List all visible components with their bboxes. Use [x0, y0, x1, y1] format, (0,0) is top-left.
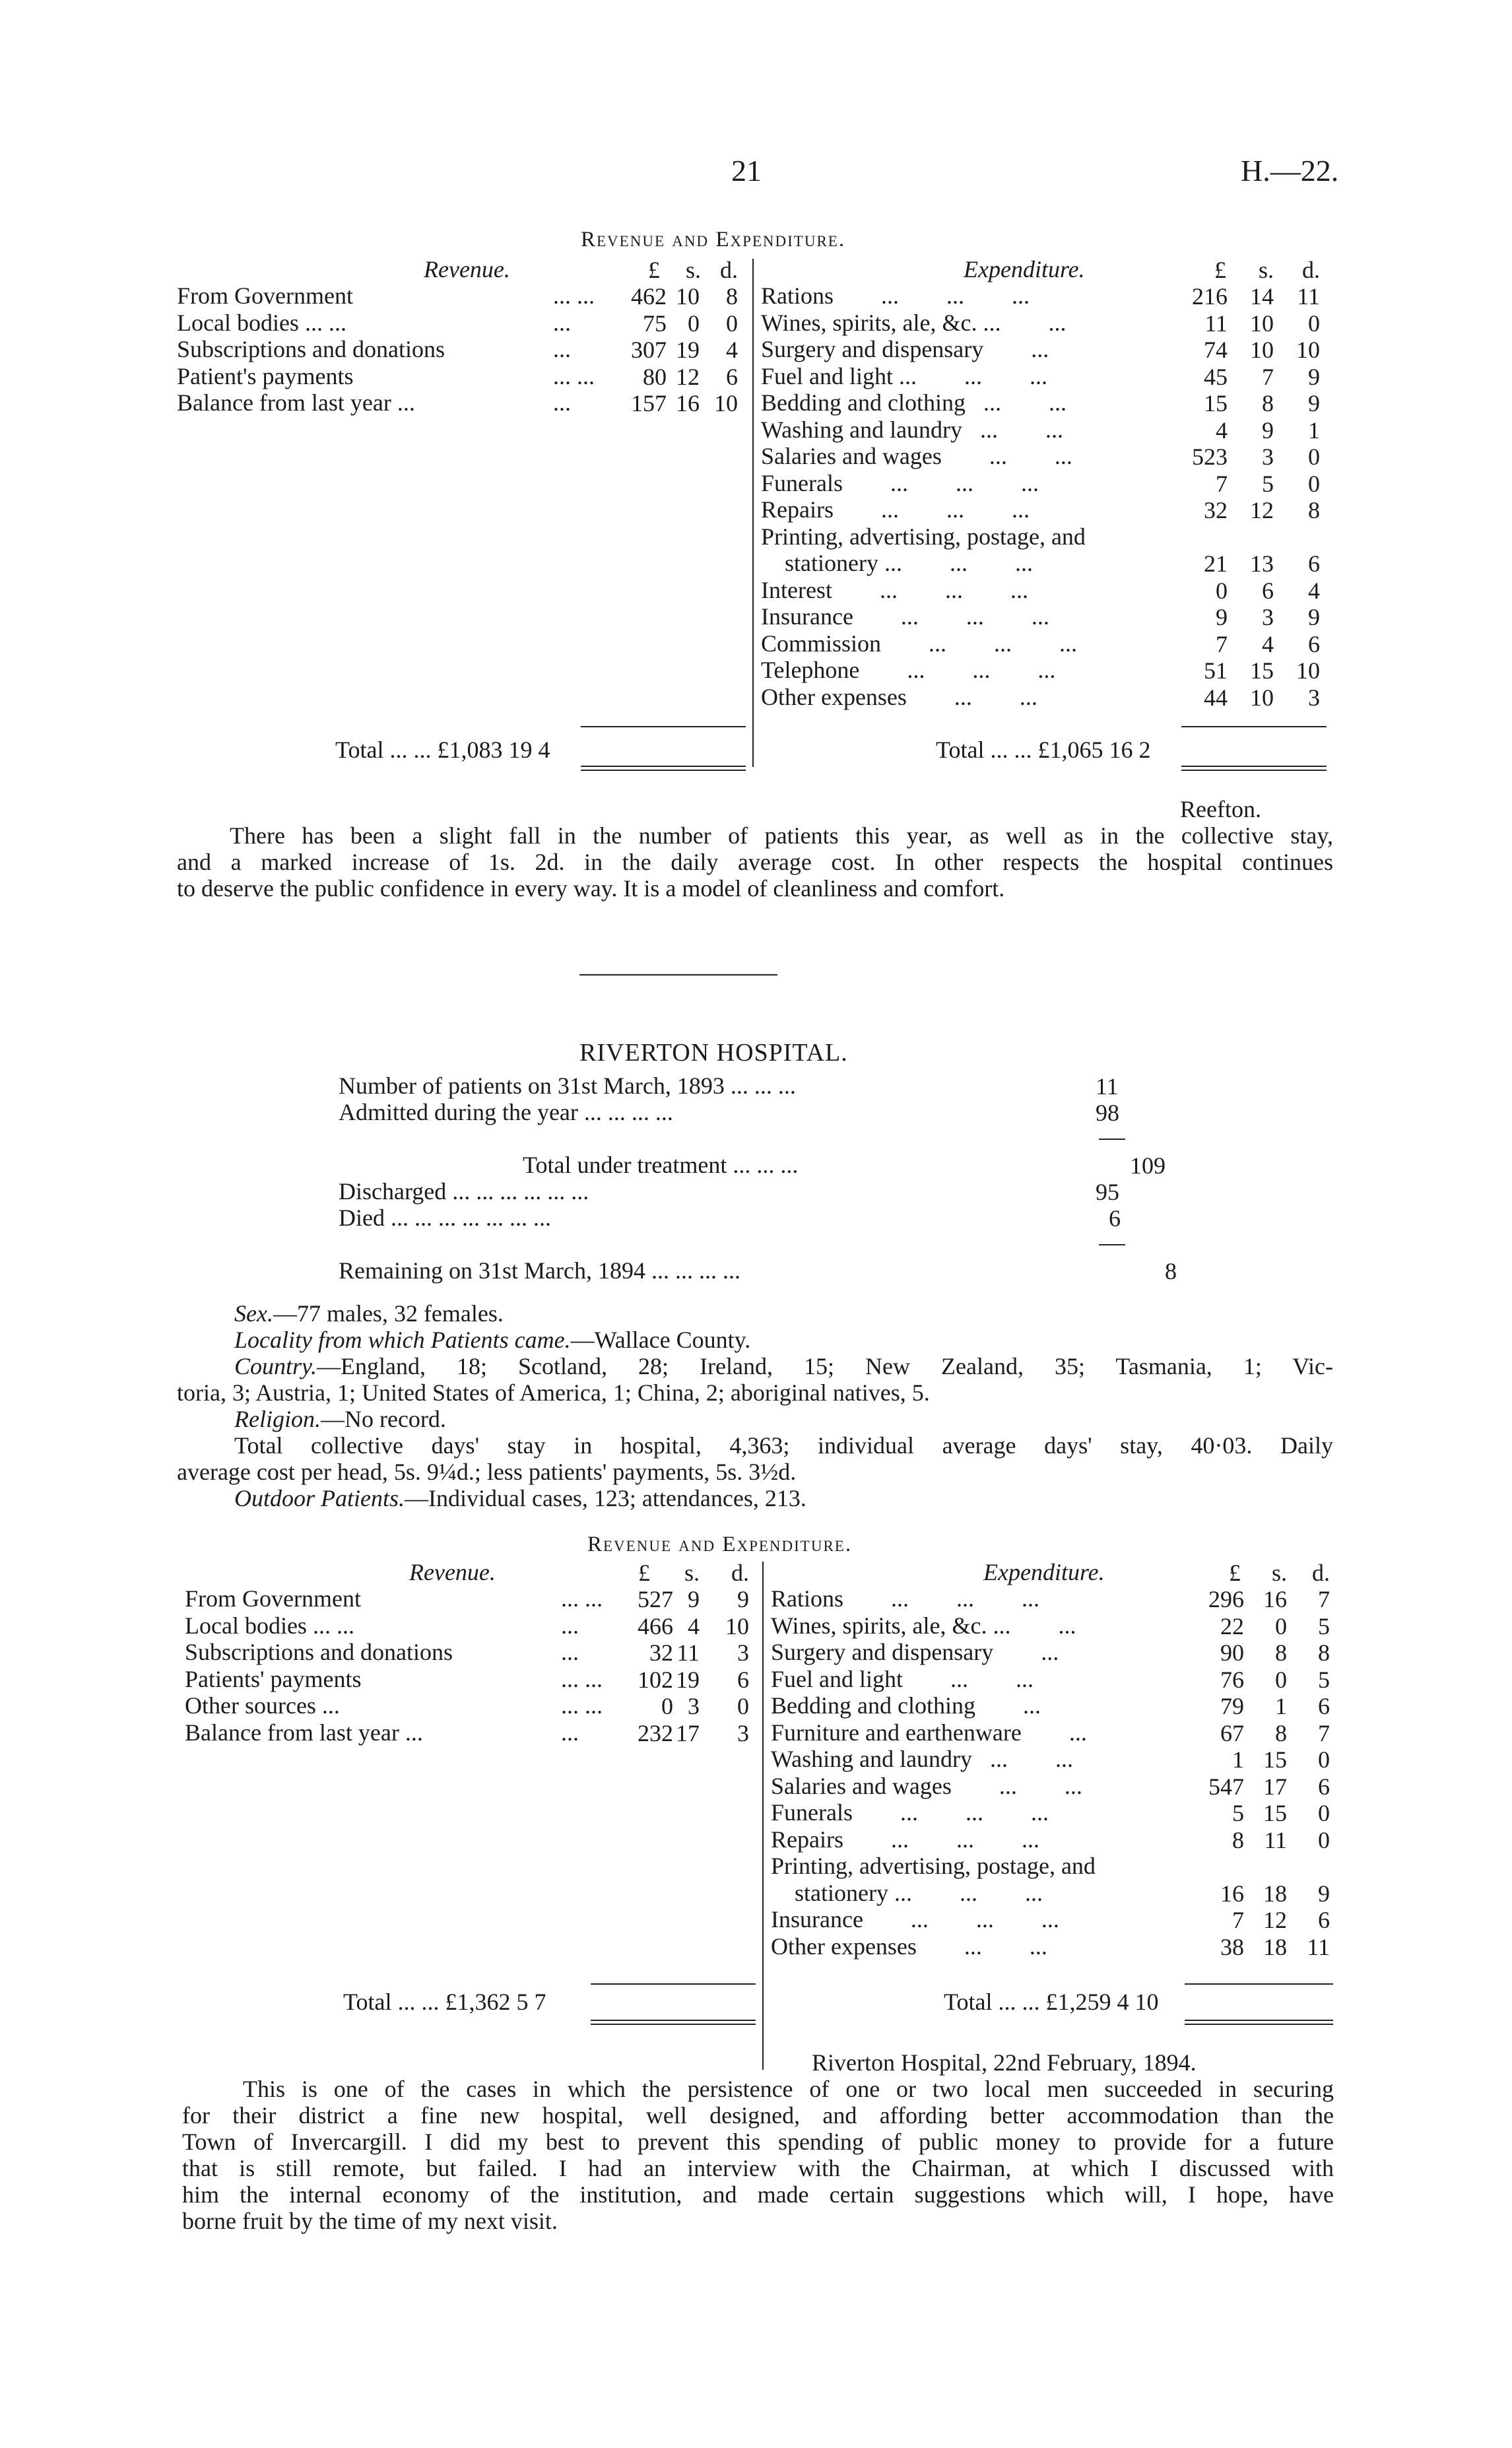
- expenditure-row-pounds: 44: [1204, 684, 1228, 711]
- revenue-row-shillings: 9: [688, 1586, 700, 1612]
- revenue-row-pounds: 466: [638, 1612, 673, 1639]
- expenditure-row-pounds: 15: [1204, 390, 1228, 416]
- expenditure-row-label: Bedding and clothing ...: [771, 1692, 1041, 1719]
- expenditure-row-shillings: 8: [1262, 390, 1274, 416]
- expenditure-row-pounds: 21: [1204, 550, 1228, 577]
- currency-header-pounds: £: [648, 257, 660, 283]
- revenue-row-pounds: 157: [631, 390, 667, 416]
- expenditure-row-shillings: 17: [1263, 1773, 1287, 1800]
- section-heading: Revenue and Expenditure.: [581, 228, 846, 251]
- riverton-paragraph-line: Town of Invercargill. I did my best to prevent this spending of public money to provide for a future: [182, 2129, 1334, 2155]
- revenue-row-label: Balance from last year ...: [185, 1719, 423, 1746]
- expenditure-row-pence: 1: [1308, 416, 1320, 444]
- expenditure-row-label: Other expenses ... ...: [771, 1933, 1047, 1960]
- note-religion-text: —No record.: [320, 1406, 446, 1432]
- riverton-exp-currency-shillings: s.: [1271, 1560, 1287, 1586]
- revenue-row-pence: 10: [725, 1612, 749, 1639]
- expenditure-row-label: Telephone ... ... ...: [761, 657, 1056, 683]
- expenditure-row-label: Insurance ... ... ...: [761, 603, 1049, 630]
- currency-header-shillings: s.: [685, 257, 701, 283]
- expenditure-row-shillings: 10: [1250, 684, 1274, 711]
- expenditure-row-pounds: 32: [1204, 497, 1228, 523]
- expenditure-row-shillings: 10: [1250, 337, 1274, 363]
- section-separator: [579, 974, 777, 976]
- note-country-line: [177, 1353, 1333, 1379]
- revenue-row-dots: ...: [553, 389, 571, 416]
- expenditure-row-pounds: 11: [1204, 310, 1228, 337]
- stat-died-value: 6: [1109, 1205, 1121, 1232]
- revenue-row-pounds: 462: [631, 283, 667, 310]
- expenditure-row-label: Commission ... ... ...: [761, 630, 1078, 657]
- note-outdoor: [234, 1485, 806, 1511]
- stat-admitted: Admitted during the year ... ... ... ...: [339, 1099, 673, 1125]
- expenditure-row-pence: 3: [1308, 684, 1320, 711]
- expenditure-row-pounds: 51: [1204, 657, 1228, 684]
- column-divider: [752, 259, 754, 767]
- expenditure-row-pence: 8: [1318, 1639, 1330, 1666]
- expenditure-row-pence: 11: [1307, 1933, 1330, 1960]
- stat-rule: [1099, 1139, 1125, 1140]
- expenditure-row-shillings: 3: [1262, 444, 1274, 470]
- expenditure-row-pence: 6: [1318, 1773, 1330, 1800]
- revenue-row-pence: 0: [737, 1693, 749, 1719]
- expenditure-row-shillings: 0: [1275, 1612, 1287, 1639]
- reefton-paragraph: [177, 822, 1333, 902]
- expenditure-row-pence: 6: [1318, 1693, 1330, 1719]
- expenditure-total-rule: [1181, 726, 1327, 727]
- expenditure-row-pence: 8: [1308, 497, 1320, 523]
- expenditure-row-pence: 10: [1296, 337, 1320, 363]
- revenue-row-pence: 6: [737, 1666, 749, 1693]
- revenue-row-pence: 10: [714, 390, 738, 416]
- revenue-row-dots: ... ...: [561, 1585, 603, 1612]
- note-collective-stay: [177, 1432, 1333, 1485]
- expenditure-row-pence: 0: [1318, 1746, 1330, 1773]
- expenditure-row-pence: 6: [1308, 550, 1320, 577]
- note-country-text-1: —England, 18; Scotland, 28; Ireland, 15; New Zealand, 35; Tasmania, 1; Vic-: [317, 1353, 1333, 1379]
- revenue-total-rule: [581, 726, 746, 727]
- expenditure-row-shillings: 18: [1263, 1933, 1287, 1960]
- expenditure-row-shillings: 16: [1263, 1586, 1287, 1612]
- expenditure-row-shillings: 8: [1275, 1719, 1287, 1746]
- expenditure-row-pounds: 523: [1192, 444, 1228, 470]
- expenditure-row-pence: 6: [1308, 630, 1320, 657]
- expenditure-row-shillings: 15: [1250, 657, 1274, 684]
- note-outdoor-label: Outdoor Patients.: [234, 1485, 405, 1511]
- expenditure-row-pounds: 296: [1208, 1586, 1244, 1612]
- revenue-row-label: Subscriptions and donations: [185, 1639, 453, 1665]
- stat-total-under-treatment-value: 109: [1130, 1152, 1166, 1179]
- revenue-row-label: Subscriptions and donations: [177, 336, 445, 362]
- expenditure-row-label: Funerals ... ... ...: [761, 469, 1039, 496]
- expenditure-row-pounds: 7: [1216, 470, 1228, 497]
- stat-died: Died ... ... ... ... ... ... ...: [339, 1205, 551, 1231]
- expenditure-row-pence: 9: [1318, 1880, 1330, 1907]
- revenue-row-pounds: 80: [643, 363, 667, 390]
- stat-remaining-value: 8: [1165, 1258, 1177, 1284]
- exp-currency-header-pounds: £: [1214, 257, 1226, 283]
- expenditure-total: Total ... ... £1,065 16 2: [936, 737, 1151, 763]
- expenditure-row-label: Washing and laundry ... ...: [761, 416, 1064, 443]
- revenue-row-pounds: 32: [649, 1639, 673, 1666]
- expenditure-row-shillings: 1: [1275, 1693, 1287, 1719]
- expenditure-row-shillings: 0: [1275, 1666, 1287, 1693]
- expenditure-row-pence: 9: [1308, 390, 1320, 416]
- expenditure-row-pounds: 16: [1220, 1880, 1244, 1907]
- note-sex: [234, 1300, 504, 1327]
- revenue-row-shillings: 10: [676, 283, 700, 310]
- stat-discharged: Discharged ... ... ... ... ... ...: [339, 1178, 589, 1205]
- expenditure-row-shillings: 6: [1262, 577, 1274, 604]
- riverton-paragraph: [182, 2076, 1334, 2234]
- revenue-row-label: From Government: [177, 282, 353, 309]
- revenue-row-pence: 4: [726, 337, 738, 363]
- expenditure-row-pounds: 7: [1216, 630, 1228, 657]
- stat-remaining: Remaining on 31st March, 1894 ... ... ... ...: [339, 1257, 740, 1284]
- expenditure-row-shillings: 18: [1263, 1880, 1287, 1907]
- expenditure-row-pence: 7: [1318, 1586, 1330, 1612]
- expenditure-row-label: Interest ... ... ...: [761, 576, 1028, 603]
- expenditure-row-label: Wines, spirits, ale, &c. ... ...: [771, 1612, 1076, 1639]
- revenue-row-dots: ... ...: [553, 282, 595, 309]
- expenditure-row-pounds: 67: [1220, 1719, 1244, 1746]
- expenditure-row-pence: 5: [1318, 1666, 1330, 1693]
- riverton-paragraph-line: borne fruit by the time of my next visit.: [182, 2208, 558, 2234]
- expenditure-row-label: Repairs ... ... ...: [761, 496, 1030, 523]
- stat-admitted-value: 98: [1096, 1100, 1119, 1126]
- note-country-text-2: toria, 3; Austria, 1; United States of America, 1; China, 2; aboriginal natives, 5.: [177, 1379, 930, 1406]
- expenditure-row-pounds: 1: [1232, 1746, 1244, 1773]
- expenditure-row-pence: 7: [1318, 1719, 1330, 1746]
- revenue-row-pence: 6: [726, 363, 738, 390]
- place-reefton: Reefton.: [1180, 796, 1261, 822]
- revenue-row-pence: 0: [726, 310, 738, 337]
- expenditure-row-shillings: 12: [1250, 497, 1274, 523]
- revenue-row-pence: 9: [737, 1586, 749, 1612]
- expenditure-row-label: Rations ... ... ...: [761, 282, 1030, 309]
- riverton-expenditure-total: Total ... ... £1,259 4 10: [944, 1989, 1159, 2015]
- riverton-expenditure-column-label: Expenditure.: [983, 1559, 1105, 1585]
- revenue-column-label: Revenue.: [424, 256, 510, 282]
- expenditure-row-label: Fuel and light ... ... ...: [761, 362, 1047, 389]
- expenditure-row-pence: 11: [1297, 283, 1320, 310]
- expenditure-row-pounds: 74: [1204, 337, 1228, 363]
- riverton-paragraph-line: him the internal economy of the institution, and made certain suggestions which will, I hope, have: [182, 2181, 1334, 2208]
- riverton-revenue-total: Total ... ... £1,362 5 7: [343, 1989, 546, 2015]
- revenue-row-label: Patient's payments: [177, 362, 354, 389]
- revenue-row-pence: 8: [726, 283, 738, 310]
- note-country-label: Country.: [234, 1353, 317, 1379]
- revenue-row-pounds: 75: [643, 310, 667, 337]
- expenditure-row-pounds: 4: [1216, 416, 1228, 444]
- expenditure-row-label: stationery ... ... ...: [761, 550, 1033, 576]
- expenditure-row-label: Funerals ... ... ...: [771, 1799, 1049, 1826]
- page-number: 21: [731, 154, 762, 187]
- expenditure-row-label: Repairs ... ... ...: [771, 1826, 1039, 1853]
- expenditure-row-label: Fuel and light ... ...: [771, 1665, 1034, 1692]
- revenue-total-double-rule: [581, 766, 746, 771]
- riverton-revenue-total-rule: [591, 1983, 756, 1985]
- revenue-row-shillings: 0: [688, 310, 700, 337]
- riverton-paragraph-line: that is still remote, but failed. I had an interview with the Chairman, at which I discussed with: [182, 2155, 1334, 2181]
- expenditure-row-pence: 10: [1296, 657, 1320, 684]
- revenue-row-dots: ...: [561, 1612, 579, 1639]
- expenditure-row-pounds: 5: [1232, 1800, 1244, 1826]
- note-sex-text: —77 males, 32 females.: [273, 1300, 504, 1327]
- expenditure-row-shillings: 14: [1250, 283, 1274, 310]
- expenditure-row-pence: 0: [1318, 1826, 1330, 1853]
- revenue-total: Total ... ... £1,083 19 4: [335, 737, 550, 763]
- expenditure-row-shillings: 7: [1262, 363, 1274, 390]
- revenue-row-dots: ...: [561, 1719, 579, 1746]
- expenditure-row-label: Bedding and clothing ... ...: [761, 389, 1067, 416]
- riverton-column-divider: [762, 1562, 764, 2070]
- reefton-paragraph-line: to deserve the public confidence in every way. It is a model of cleanliness and comfort.: [177, 875, 1005, 902]
- expenditure-row-label: Washing and laundry ... ...: [771, 1746, 1074, 1772]
- expenditure-row-pence: 0: [1308, 310, 1320, 337]
- revenue-row-dots: ... ...: [561, 1692, 603, 1719]
- expenditure-row-pence: 9: [1308, 363, 1320, 390]
- expenditure-row-label: stationery ... ... ...: [771, 1879, 1043, 1906]
- revenue-row-shillings: 11: [676, 1639, 700, 1666]
- note-locality-text: —Wallace County.: [570, 1327, 751, 1353]
- expenditure-row-pounds: 9: [1216, 604, 1228, 630]
- revenue-row-dots: ...: [553, 309, 571, 336]
- riverton-expenditure-total-rule: [1185, 1983, 1333, 1985]
- revenue-row-shillings: 4: [688, 1612, 700, 1639]
- stat-rule-2: [1099, 1244, 1125, 1245]
- expenditure-row-pounds: 38: [1220, 1933, 1244, 1960]
- expenditure-row-label: Furniture and earthenware ...: [771, 1719, 1087, 1746]
- expenditure-row-pence: 0: [1318, 1800, 1330, 1826]
- stat-patients-start-value: 11: [1096, 1073, 1119, 1100]
- expenditure-row-label: Surgery and dispensary ...: [771, 1639, 1059, 1665]
- revenue-row-shillings: 19: [676, 1666, 700, 1693]
- expenditure-row-pounds: 76: [1220, 1666, 1244, 1693]
- exp-currency-header-pence: d.: [1302, 257, 1320, 283]
- revenue-row-shillings: 12: [676, 363, 700, 390]
- expenditure-row-label: Salaries and wages ... ...: [761, 443, 1072, 469]
- revenue-row-label: Balance from last year ...: [177, 389, 415, 416]
- expenditure-row-pounds: 7: [1232, 1907, 1244, 1933]
- expenditure-row-pounds: 90: [1220, 1639, 1244, 1666]
- expenditure-row-pence: 0: [1308, 444, 1320, 470]
- stat-patients-start: Number of patients on 31st March, 1893 ... ... ...: [339, 1073, 796, 1099]
- expenditure-row-shillings: 11: [1264, 1826, 1287, 1853]
- note-religion-label: Religion.: [234, 1406, 321, 1432]
- revenue-row-pence: 3: [737, 1639, 749, 1666]
- note-collective-line-2: average cost per head, 5s. 9¼d.; less patients' payments, 5s. 3½d.: [177, 1459, 797, 1485]
- revenue-row-pounds: 102: [638, 1666, 673, 1693]
- expenditure-row-shillings: 8: [1275, 1639, 1287, 1666]
- revenue-row-shillings: 17: [676, 1719, 700, 1746]
- expenditure-row-pounds: 45: [1204, 363, 1228, 390]
- expenditure-row-shillings: 5: [1262, 470, 1274, 497]
- riverton-section-heading: Revenue and Expenditure.: [587, 1533, 853, 1556]
- revenue-row-dots: ...: [553, 336, 571, 362]
- riverton-currency-pence: d.: [731, 1560, 749, 1586]
- note-religion: [234, 1406, 446, 1432]
- revenue-row-label: Patients' payments: [185, 1665, 362, 1692]
- expenditure-row-label: Printing, advertising, postage, and: [761, 523, 1086, 550]
- revenue-row-dots: ...: [561, 1639, 579, 1665]
- revenue-row-shillings: 19: [676, 337, 700, 363]
- note-sex-label: Sex.: [234, 1300, 273, 1327]
- currency-header-pence: d.: [720, 257, 738, 283]
- expenditure-row-pounds: 216: [1192, 283, 1228, 310]
- expenditure-row-pence: 6: [1318, 1907, 1330, 1933]
- expenditure-row-shillings: 3: [1262, 604, 1274, 630]
- revenue-row-shillings: 3: [688, 1693, 700, 1719]
- revenue-row-pence: 3: [737, 1719, 749, 1746]
- expenditure-row-shillings: 9: [1262, 416, 1274, 444]
- expenditure-row-pounds: 8: [1232, 1826, 1244, 1853]
- expenditure-row-label: Rations ... ... ...: [771, 1585, 1040, 1612]
- revenue-row-shillings: 16: [676, 390, 700, 416]
- place-riverton: Riverton Hospital, 22nd February, 1894.: [812, 2049, 1197, 2076]
- expenditure-row-shillings: 15: [1263, 1746, 1287, 1773]
- expenditure-row-shillings: 12: [1263, 1907, 1287, 1933]
- riverton-currency-pounds: £: [638, 1560, 650, 1586]
- revenue-row-label: Local bodies ... ...: [185, 1612, 354, 1639]
- note-collective-line-1: Total collective days' stay in hospital, 4,363; individual average days' stay, 40·03. Daily: [234, 1432, 1333, 1459]
- stat-discharged-value: 95: [1096, 1179, 1119, 1205]
- expenditure-row-pounds: 22: [1220, 1612, 1244, 1639]
- riverton-paragraph-line: This is one of the cases in which the persistence of one or two local men succeeded in securing: [243, 2076, 1334, 2102]
- expenditure-row-pence: 9: [1308, 604, 1320, 630]
- expenditure-row-label: Salaries and wages ... ...: [771, 1772, 1082, 1799]
- note-country: [177, 1353, 1333, 1406]
- note-locality-label: Locality from which Patients came.: [234, 1327, 571, 1353]
- revenue-row-pounds: 527: [638, 1586, 673, 1612]
- expenditure-row-label: Surgery and dispensary ...: [761, 336, 1049, 362]
- expenditure-row-pounds: 79: [1220, 1693, 1244, 1719]
- revenue-row-label: Other sources ...: [185, 1692, 340, 1719]
- expenditure-row-pounds: 0: [1216, 577, 1228, 604]
- expenditure-row-shillings: 4: [1262, 630, 1274, 657]
- riverton-paragraph-line: for their district a fine new hospital, well designed, and affording better accommodation than the: [182, 2102, 1334, 2129]
- riverton-exp-currency-pence: d.: [1312, 1560, 1330, 1586]
- expenditure-row-pence: 0: [1308, 470, 1320, 497]
- expenditure-row-pence: 4: [1308, 577, 1320, 604]
- expenditure-row-shillings: 13: [1250, 550, 1274, 577]
- expenditure-row-label: Printing, advertising, postage, and: [771, 1853, 1096, 1879]
- reefton-paragraph-line: There has been a slight fall in the number of patients this year, as well as in the collective stay,: [230, 822, 1333, 849]
- document-reference: H.—22.: [1241, 154, 1339, 187]
- expenditure-row-shillings: 15: [1263, 1800, 1287, 1826]
- riverton-expenditure-total-double-rule: [1185, 2020, 1333, 2025]
- expenditure-row-label: Insurance ... ... ...: [771, 1906, 1059, 1933]
- expenditure-row-label: Wines, spirits, ale, &c. ... ...: [761, 309, 1067, 336]
- revenue-row-label: Local bodies ... ...: [177, 309, 346, 336]
- expenditure-row-label: Other expenses ... ...: [761, 683, 1037, 710]
- riverton-title: RIVERTON HOSPITAL.: [579, 1039, 848, 1067]
- revenue-row-pounds: 232: [638, 1719, 673, 1746]
- revenue-row-pounds: 0: [661, 1693, 673, 1719]
- stat-total-under-treatment: Total under treatment ... ... ...: [523, 1152, 799, 1178]
- expenditure-row-pence: 5: [1318, 1612, 1330, 1639]
- riverton-revenue-total-double-rule: [591, 2020, 756, 2025]
- revenue-row-label: From Government: [185, 1585, 361, 1612]
- expenditure-total-double-rule: [1181, 766, 1327, 771]
- expenditure-column-label: Expenditure.: [964, 256, 1085, 282]
- exp-currency-header-shillings: s.: [1258, 257, 1274, 283]
- riverton-exp-currency-pounds: £: [1229, 1560, 1241, 1586]
- riverton-currency-shillings: s.: [684, 1560, 700, 1586]
- revenue-row-dots: ... ...: [553, 362, 595, 389]
- note-outdoor-text: —Individual cases, 123; attendances, 213.: [405, 1485, 806, 1511]
- riverton-revenue-column-label: Revenue.: [409, 1559, 496, 1585]
- reefton-paragraph-line: and a marked increase of 1s. 2d. in the daily average cost. In other respects the hospital continues: [177, 849, 1333, 875]
- expenditure-row-pounds: 547: [1208, 1773, 1244, 1800]
- revenue-row-pounds: 307: [631, 337, 667, 363]
- revenue-row-dots: ... ...: [561, 1665, 603, 1692]
- expenditure-row-shillings: 10: [1250, 310, 1274, 337]
- note-locality: [234, 1327, 750, 1353]
